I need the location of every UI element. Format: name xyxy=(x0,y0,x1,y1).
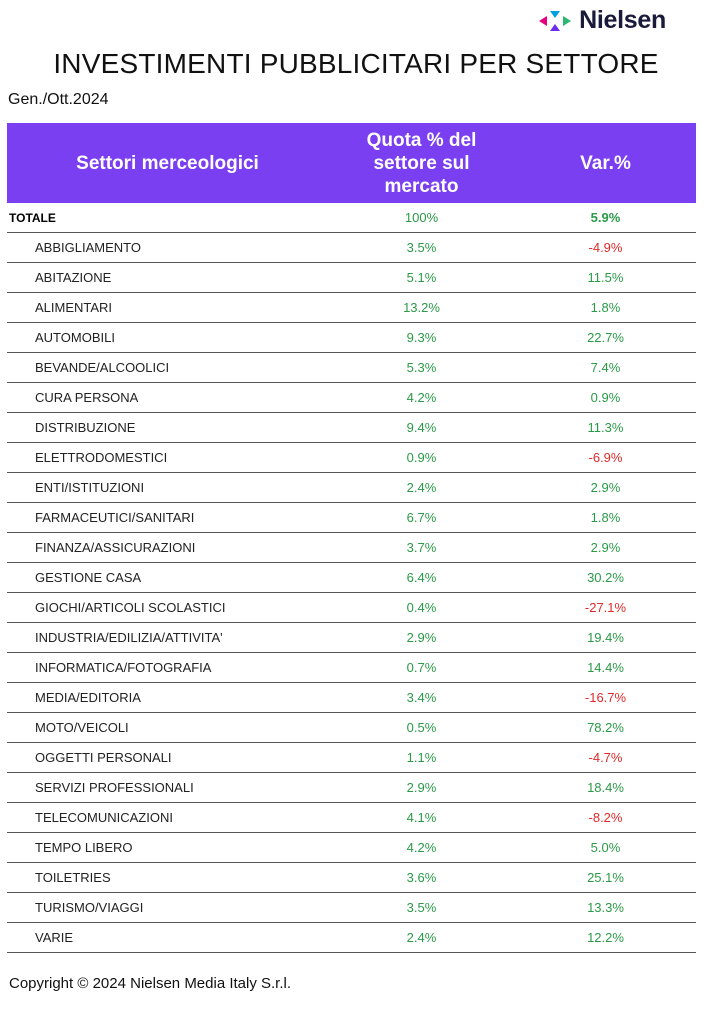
sector-name: FARMACEUTICI/SANITARI xyxy=(7,503,328,533)
var-value: 25.1% xyxy=(515,863,696,893)
share-value: 13.2% xyxy=(328,293,515,323)
table-row xyxy=(7,413,696,443)
share-value: 3.7% xyxy=(328,533,515,563)
var-value: -4.7% xyxy=(515,743,696,773)
share-value: 0.7% xyxy=(328,653,515,683)
var-value: -4.9% xyxy=(515,233,696,263)
share-value: 6.7% xyxy=(328,503,515,533)
sector-name: INDUSTRIA/EDILIZIA/ATTIVITA' xyxy=(7,623,328,653)
var-value: 1.8% xyxy=(515,293,696,323)
table-row xyxy=(7,533,696,563)
var-value: -27.1% xyxy=(515,593,696,623)
var-value: 2.9% xyxy=(515,533,696,563)
var-value: 7.4% xyxy=(515,353,696,383)
table-row xyxy=(7,293,696,323)
total-share: 100% xyxy=(328,203,515,233)
table-row xyxy=(7,863,696,893)
share-value: 3.6% xyxy=(328,863,515,893)
share-value: 2.9% xyxy=(328,773,515,803)
var-value: 18.4% xyxy=(515,773,696,803)
table-header-row xyxy=(7,123,696,203)
table-row xyxy=(7,683,696,713)
var-value: 78.2% xyxy=(515,713,696,743)
table-row xyxy=(7,623,696,653)
copyright-notice: Copyright © 2024 Nielsen Media Italy S.r.l. xyxy=(9,975,292,992)
sector-name: MEDIA/EDITORIA xyxy=(7,683,328,713)
var-value: 30.2% xyxy=(515,563,696,593)
sector-name: GESTIONE CASA xyxy=(7,563,328,593)
sector-table xyxy=(7,123,696,953)
var-value: -16.7% xyxy=(515,683,696,713)
table-row xyxy=(7,833,696,863)
sector-name: GIOCHI/ARTICOLI SCOLASTICI xyxy=(7,593,328,623)
table-row xyxy=(7,233,696,263)
share-value: 2.9% xyxy=(328,623,515,653)
sector-name: CURA PERSONA xyxy=(7,383,328,413)
table-row xyxy=(7,653,696,683)
table-row xyxy=(7,323,696,353)
table-row xyxy=(7,893,696,923)
nielsen-logo-icon xyxy=(537,9,573,33)
sector-name: OGGETTI PERSONALI xyxy=(7,743,328,773)
share-value: 2.4% xyxy=(328,923,515,953)
share-value: 4.2% xyxy=(328,383,515,413)
var-value: 11.3% xyxy=(515,413,696,443)
sector-name: TELECOMUNICAZIONI xyxy=(7,803,328,833)
nielsen-logo xyxy=(537,6,666,35)
sector-name: SERVIZI PROFESSIONALI xyxy=(7,773,328,803)
var-value: 22.7% xyxy=(515,323,696,353)
table-row-total xyxy=(7,203,696,233)
period-label: Gen./Ott.2024 xyxy=(8,91,109,108)
table-row xyxy=(7,263,696,293)
share-value: 0.5% xyxy=(328,713,515,743)
share-value: 2.4% xyxy=(328,473,515,503)
var-value: 0.9% xyxy=(515,383,696,413)
table-row xyxy=(7,563,696,593)
total-label: TOTALE xyxy=(7,203,328,233)
table-row xyxy=(7,353,696,383)
sector-name: TOILETRIES xyxy=(7,863,328,893)
var-value: 19.4% xyxy=(515,623,696,653)
table-row xyxy=(7,473,696,503)
sector-name: BEVANDE/ALCOOLICI xyxy=(7,353,328,383)
table-row xyxy=(7,743,696,773)
share-value: 0.9% xyxy=(328,443,515,473)
table-row xyxy=(7,803,696,833)
total-var: 5.9% xyxy=(515,203,696,233)
table-row xyxy=(7,773,696,803)
sector-name: TEMPO LIBERO xyxy=(7,833,328,863)
share-value: 3.4% xyxy=(328,683,515,713)
share-value: 4.2% xyxy=(328,833,515,863)
share-value: 5.1% xyxy=(328,263,515,293)
share-value: 1.1% xyxy=(328,743,515,773)
sector-name: FINANZA/ASSICURAZIONI xyxy=(7,533,328,563)
table-row xyxy=(7,713,696,743)
sector-name: VARIE xyxy=(7,923,328,953)
share-value: 6.4% xyxy=(328,563,515,593)
var-value: 1.8% xyxy=(515,503,696,533)
sector-name: ALIMENTARI xyxy=(7,293,328,323)
header-sector: Settori merceologici xyxy=(7,123,328,203)
share-value: 0.4% xyxy=(328,593,515,623)
var-value: 12.2% xyxy=(515,923,696,953)
share-value: 4.1% xyxy=(328,803,515,833)
sector-name: ABITAZIONE xyxy=(7,263,328,293)
header-share: Quota % del settore sul mercato xyxy=(328,123,515,203)
sector-name: AUTOMOBILI xyxy=(7,323,328,353)
share-value: 9.3% xyxy=(328,323,515,353)
var-value: 2.9% xyxy=(515,473,696,503)
var-value: 11.5% xyxy=(515,263,696,293)
share-value: 3.5% xyxy=(328,233,515,263)
sector-name: INFORMATICA/FOTOGRAFIA xyxy=(7,653,328,683)
sector-name: MOTO/VEICOLI xyxy=(7,713,328,743)
var-value: 5.0% xyxy=(515,833,696,863)
sector-name: DISTRIBUZIONE xyxy=(7,413,328,443)
sector-name: ENTI/ISTITUZIONI xyxy=(7,473,328,503)
sector-name: ABBIGLIAMENTO xyxy=(7,233,328,263)
logo-text: Nielsen xyxy=(579,6,666,34)
table-row xyxy=(7,923,696,953)
share-value: 5.3% xyxy=(328,353,515,383)
table-row xyxy=(7,383,696,413)
var-value: 14.4% xyxy=(515,653,696,683)
var-value: -6.9% xyxy=(515,443,696,473)
sector-name: TURISMO/VIAGGI xyxy=(7,893,328,923)
var-value: 13.3% xyxy=(515,893,696,923)
var-value: -8.2% xyxy=(515,803,696,833)
table-row xyxy=(7,503,696,533)
table-row xyxy=(7,593,696,623)
page-title: INVESTIMENTI PUBBLICITARI PER SETTORE xyxy=(53,48,659,79)
sector-name: ELETTRODOMESTICI xyxy=(7,443,328,473)
table-row xyxy=(7,443,696,473)
share-value: 9.4% xyxy=(328,413,515,443)
share-value: 3.5% xyxy=(328,893,515,923)
header-var: Var.% xyxy=(515,123,696,203)
